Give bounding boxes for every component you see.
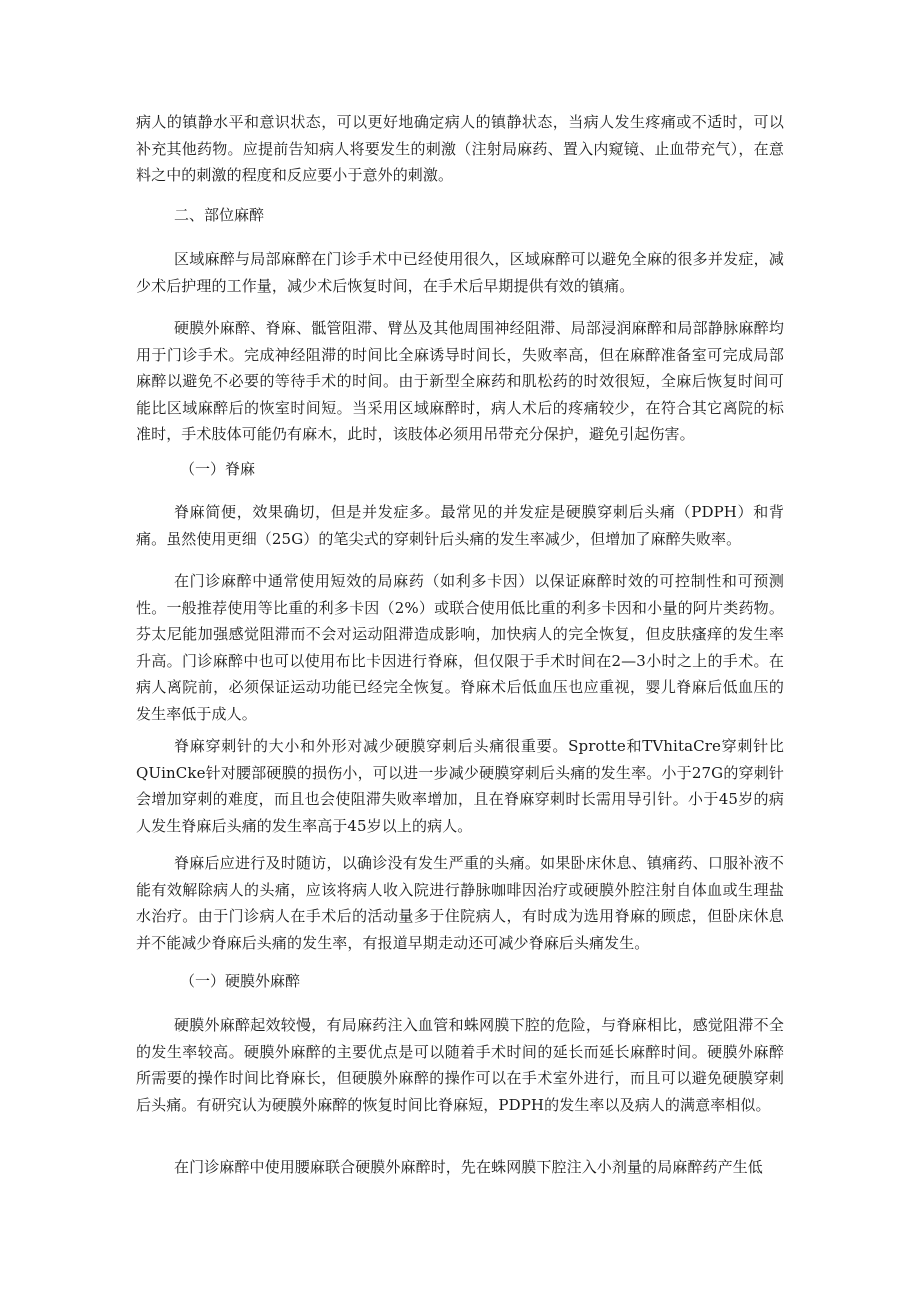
- paragraph-sedation: 病人的镇静水平和意识状态，可以更好地确定病人的镇静状态，当病人发生疼痛或不适时，可以补充其他药物。应提前告知病人将要发生的刺激（注射局麻药、置入内窥镜、止血带充气），在意料之中的刺激的程度和反应要小于意外的刺激。: [136, 113, 784, 184]
- paragraph-combined-spinal-epidural: 在门诊麻醉中使用腰麻联合硬膜外麻醉时，先在蛛网膜下腔注入小剂量的局麻醉药产生低: [174, 1158, 763, 1176]
- paragraph-epidural: 硬膜外麻醉起效较慢，有局麻药注入血管和蛛网膜下腔的危险，与脊麻相比，感觉阻滞不全的发生率较高。硬膜外麻醉的主要优点是可以随着手术时间的延长而延长麻醉时间。硬膜外麻醉所需要的操作时间比脊麻长，但硬膜外麻醉的操作可以在手术室外进行，而且可以避免硬膜穿刺后头痛。有研究认为硬膜外麻醉的恢复时间比脊麻短，PDPH的发生率以及病人的满意率相似。: [136, 1016, 784, 1114]
- subsection-heading-epidural: （一）硬膜外麻醉: [180, 972, 301, 990]
- subsection-heading-spinal: （一）脊麻: [180, 460, 256, 478]
- section-heading-regional-anesthesia: 二、部位麻醉: [174, 206, 265, 224]
- paragraph-spinal-followup: 脊麻后应进行及时随访，以确诊没有发生严重的头痛。如果卧床休息、镇痛药、口服补液不能有效解除病人的头痛，应该将病人收入院进行静脉咖啡因治疗或硬膜外腔注射自体血或生理盐水治疗。由于门诊病人在手术后的活动量多于住院病人，有时成为选用脊麻的顾虑，但卧床休息并不能减少脊麻后头痛的发生率，有报道早期走动还可减少脊麻后头痛发生。: [136, 854, 784, 952]
- paragraph-spinal-drugs: 在门诊麻醉中通常使用短效的局麻药（如利多卡因）以保证麻醉时效的可控制性和可预测性。一般推荐使用等比重的利多卡因（2%）或联合使用低比重的利多卡因和小量的阿片类药物。芬太尼能加强感觉阻滞而不会对运动阻滞造成影响，加快病人的完全恢复，但皮肤瘙痒的发生率升高。门诊麻醉中也可以使用布比卡因进行脊麻，但仅限于手术时间在2—3小时之上的手术。在病人离院前，必须保证运动功能已经完全恢复。脊麻术后低血压也应重视，婴儿脊麻后低血压的发生率低于成人。: [136, 572, 784, 723]
- paragraph-regional-methods: 硬膜外麻醉、脊麻、骶管阻滞、臂丛及其他周围神经阻滞、局部浸润麻醉和局部静脉麻醉均用于门诊手术。完成神经阻滞的时间比全麻诱导时间长，失败率高，但在麻醉准备室可完成局部麻醉以避免不必要的等待手术的时间。由于新型全麻药和肌松药的时效很短，全麻后恢复时间可能比区域麻醉后的恢室时间短。当采用区域麻醉时，病人术后的疼痛较少，在符合其它离院的标准时，手术肢体可能仍有麻木，此时，该肢体必须用吊带充分保护，避免引起伤害。: [136, 319, 784, 443]
- paragraph-regional-intro: 区域麻醉与局部麻醉在门诊手术中已经使用很久，区域麻醉可以避免全麻的很多并发症，减少术后护理的工作量，减少术后恢复时间，在手术后早期提供有效的镇痛。: [136, 250, 784, 295]
- paragraph-spinal-needles: 脊麻穿刺针的大小和外形对减少硬膜穿刺后头痛很重要。Sprotte和TVhitaCre穿刺针比QUinCke针对腰部硬膜的损伤小，可以进一步减少硬膜穿刺后头痛的发生率。小于27G的穿刺针会增加穿刺的难度，而且也会使阻滞失败率增加，且在脊麻穿刺时长需用导引针。小于45岁的病人发生脊麻后头痛的发生率高于45岁以上的病人。: [136, 737, 784, 835]
- paragraph-spinal-overview: 脊麻简便，效果确切，但是并发症多。最常见的并发症是硬膜穿刺后头痛（PDPH）和背痛。虽然使用更细（25G）的笔尖式的穿刺针后头痛的发生率减少，但增加了麻醉失败率。: [136, 503, 784, 548]
